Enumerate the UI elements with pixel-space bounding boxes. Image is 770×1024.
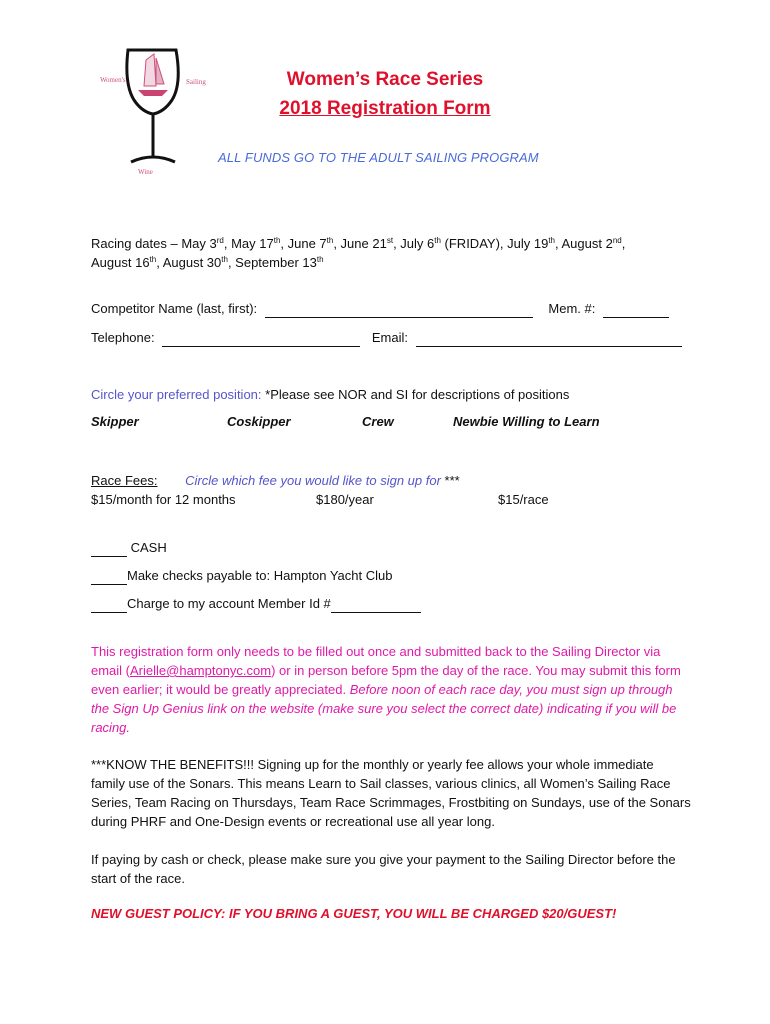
cash-blank[interactable] [91, 555, 127, 557]
email-field[interactable] [416, 345, 682, 347]
wine-glass-icon [98, 44, 208, 180]
submission-info: This registration form only needs to be filled out once and submitted back to the Sailing Director via email (Arielle@hamptonyc.com) or in person before 5pm the day of the race. You may submit this form even earlier; it would be greatly appreciated. Before noon of each race day, you must sign up through the Sign Up Genius link on the website (make sure you select the correct date) indicating if you will be racing. [91, 644, 681, 735]
position-newbie[interactable]: Newbie Willing to Learn [453, 414, 600, 429]
racing-dates: Racing dates – May 3rd, May 17th, June 7th, June 21st, July 6th (FRIDAY), July 19th, August 2nd, August 16th, August 30th, September 13th [91, 236, 626, 270]
position-skipper[interactable]: Skipper [91, 414, 139, 429]
member-number-field[interactable] [603, 316, 669, 318]
fee-monthly[interactable]: $15/month for 12 months [91, 492, 236, 507]
form-title: Women’s Race Series [286, 69, 484, 90]
funds-note: ALL FUNDS GO TO THE ADULT SAILING PROGRAM [218, 150, 539, 165]
position-coskipper[interactable]: Coskipper [227, 414, 291, 429]
logo-right-word: Sailing [186, 78, 206, 86]
logo-bottom-word: Wine [138, 168, 153, 176]
payment-cash: CASH [91, 538, 167, 557]
competitor-row [91, 299, 691, 318]
payment-charge: Charge to my account Member Id # [91, 594, 421, 613]
fees-prompt: Circle which fee you would like to sign up for [185, 473, 441, 488]
charge-blank[interactable] [91, 611, 127, 613]
contact-row [91, 328, 691, 347]
member-id-field[interactable] [331, 611, 421, 613]
logo-left-word: Women's [100, 76, 126, 84]
payment-check: Make checks payable to: Hampton Yacht Club [91, 566, 392, 585]
fee-yearly[interactable]: $180/year [316, 492, 374, 507]
telephone-field[interactable] [162, 345, 360, 347]
telephone-label: Telephone: [91, 330, 155, 345]
competitor-name-field[interactable] [265, 316, 533, 318]
member-label: Mem. #: [548, 301, 596, 316]
director-email-link[interactable]: Arielle@hamptonyc.com [130, 663, 272, 678]
email-label: Email: [371, 330, 408, 345]
position-crew[interactable]: Crew [362, 414, 394, 429]
cash-note: If paying by cash or check, please make sure you give your payment to the Sailing Director before the start of the race. [91, 852, 676, 886]
form-subtitle: 2018 Registration Form [279, 98, 491, 119]
fee-per-race[interactable]: $15/race [498, 492, 549, 507]
race-fees-label: Race Fees: [91, 473, 158, 488]
race-fees-row: Race Fees: Circle which fee you would like to sign up for *** [91, 473, 460, 488]
competitor-label: Competitor Name (last, first): [91, 301, 258, 316]
position-prompt: Circle your preferred position: *Please see NOR and SI for descriptions of positions [91, 387, 570, 402]
wine-glass-logo [98, 44, 208, 180]
benefits-paragraph: ***KNOW THE BENEFITS!!! Signing up for the monthly or yearly fee allows your whole immediate family use of the Sonars. This means Learn to Sail classes, various clinics, all Women’s Sailing Race Series, Team Racing on Thursdays, Team Race Scrimmages, Frostbiting on Sundays, use of the Sonars during PHRF and One-Design events or recreational use all year long. [91, 757, 691, 829]
check-blank[interactable] [91, 583, 127, 585]
guest-policy: NEW GUEST POLICY: IF YOU BRING A GUEST, YOU WILL BE CHARGED $20/GUEST! [91, 906, 617, 921]
